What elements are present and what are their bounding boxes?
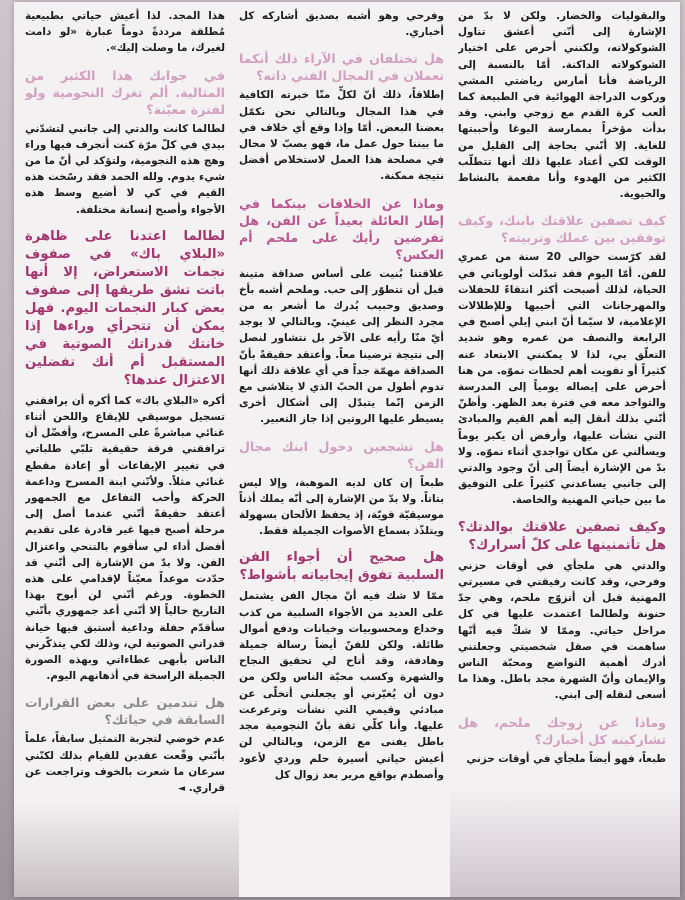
paragraph: هذا المجد. لذا أعيش حياتي بطبيعية مُطلقة مرددةً دوماً عبارة «لو دامت لغيرك، ما وصلت إليك». — [25, 10, 225, 55]
paragraph: طبعاً، فهو أيضاً ملجأي في أوقات حزني — [466, 752, 666, 765]
magazine-page — [14, 2, 680, 897]
paragraph: والبقوليات والخضار. ولكن لا بدّ من الإشارة إلى أنّني أعشق تناول الشوكولاته، ولكنني أحرص على اختيار الشوكولاته الداكنة. أمّا بالنسبة إلى الرياضة فأنا أمارس رياضتي المشي وركوب الدراجة الهوائية في الطبيعة كما ألعب كرة القدم مع زوجي وابني. وقد بدأت مؤخراً بممارسة اليوغا وأحببتها للغاية. إلا أنّني بحاجة إلى القليل من الوقت لكي أعتاد عليها ذلك أنها تتطلّب الكثير من الهدوء وأنا مفعمة بالنشاط والحيوية. — [458, 10, 666, 201]
paragraph: والدتي هي ملجأي في أوقات حزني وفرحي، وقد كانت رفيقتي في مسيرتي المهنية قبل أن أتزوّج ملحم، وهي جدّ حنونة ولطالما اعتمدت عليها في كل مراحل حياتي. وممّا لا شكّ فيه أنّها ساهمت في صقل شخصيتي وجعلتني أدرك أهمية التواضع ومحبّة الناس والإيمان وأنّ الشهرة مجد باطل. وهذا ما أسعى لنقله إلى ابني. — [458, 559, 666, 702]
paragraph: علاقتنا بُنيت على أساس صداقة متينة قبل أن تتطوّر إلى حب. وملحم أشبه بأخ وصديق وحبيب يُدرك ما أشعر به من مجرد النظر إلى عينيّ. وبالتالي لا يوجد أيّ منّا رأيه على الآخر بل نتشاور لنصل إلى نتيجة ترضينا معاً. وأعتقد حقيقةً بأنّ الصداقة مهمّة جداً في أي علاقة ذلك أنها تدوم أطول من الحبّ الذي لا يتلاشى مع الزمن إنّما يتبدّل إلى أشكال أخرى يسيطر عليها الروتين إذا جاز التعبير. — [239, 267, 444, 426]
question-heading: وكيف تصفين علاقتك بوالدتك؟ هل تأتمنينها على كلّ أسرارك؟ — [458, 519, 666, 553]
question-heading: لطالما اعتدنا على ظاهرة «البلاي باك» في صفوف نجمات الاستعراض، إلا أنها باتت تشق طريقها إلى صفوف بعض كبار النجمات اليوم. فهل يمكن أن تتجرأي وراءها إذا خانتك قدراتك الصوتية في المستقبل أم أنك تفضلين الاعتزال عندها؟ — [25, 228, 225, 388]
continue-arrow-icon: ◄ — [178, 784, 186, 795]
question-heading: هل صحيح أن أجواء الفن السلبية تفوق إيجابياته بأشواط؟ — [239, 550, 444, 584]
question-heading: كيف تصفين علاقتك بابنك، وكيف توفقين بين عملك وتربيته؟ — [458, 213, 666, 246]
question-heading: هل تندمين على بعض القرارات السابقة في حياتك؟ — [25, 695, 225, 728]
question-heading: في جوابك هذا الكثير من المثالية. ألم تغرك النجومية ولو لفترة معيّنة؟ — [25, 67, 225, 117]
paragraph: ممّا لا شك فيه أنّ مجال الفن يشتمل على العديد من الأجواء السلبية من كذب وخداع ومحسوبيات وخيانات ودفع أموال طائلة. ولكن للفنّ أيضاً رسالة جميلة وهادفة، وقد أتاح لي تحقيق النجاح والشهرة وكسب محبّة الناس ولكن من دون أن يُغيّرني أو يجعلني أتخلّى عن مبادئي وقيمي التي نشأت وترعرعت عليها. وأنا كلّي ثقة بأنّ النجومية مجد باطل يفنى مع الزمن، وبالتالي لن أعيش حياتي أسيرة حلم وردي لأعود وأصطدم بواقع مرير بعد زوال كل — [239, 590, 444, 781]
question-heading: هل تختلفان في الآراء ذلك أنكما تعملان في المجال الفني ذاته؟ — [239, 51, 444, 84]
column-left — [25, 8, 225, 891]
column-right — [458, 8, 666, 891]
question-heading: وماذا عن زوجك ملحم، هل تشاركينه كل أخبارك؟ — [458, 714, 666, 747]
paragraph: أكره «البلاي باك» كما أكره أن يرافقني تسجيل موسيقي للإيقاع واللحن أثناء غنائي مباشرةً على المسرح، وأفضّل أن ترافقني فرقة حقيقية تلبّي طلباتي في تغيير الإيقاعات أو إعادة مقطع غنائي مثلاً. ولأنّني ابنة المسرح وداعمة الحركة وأحب التفاعل مع الجمهور أعتقد حقيقةً أنّني عندما أصل إلى مرحلة أصبح فيها غير قادرة على تقديم أفضل أداء لي سأقوم بالتنحي واعتزال الفن. ولا بدّ من الإشارة إلى أنّني قد حدّدت موعداً معيّناً لإقدامي على هذه الخطوة. ورغم أنّني لن أبوح بهذا التاريخ حالياً إلا أنّني أعد جمهوري بأنّني سأقدّم حفلة وداعية أستبق فيها خيانة قدراتي الصوتية لي، وذلك لكي يتذكّرني الناس بأبهى عطاءاتي وبهذه الصورة الجميلة الراسخة في أذهانهم اليوم. — [25, 394, 225, 683]
column-middle — [239, 8, 444, 891]
answer-text: عدم خوضي لتجربة التمثيل سابقاً، علماً بأنّني وقّعت عقدين للقيام بذلك لكنّني سرعان ما شعرت بالخوف وتراجعت عن قراري. — [25, 733, 225, 795]
paragraph: لقد كرّست حوالى 20 سنة من عمري للفن. أمّا اليوم فقد تبدّلت أولوياتي في الحياة، لذلك أصبحت أكثر انتقاءً للحفلات والمهرجانات التي أحييها وللإطلالات الإعلامية، لا سيّما أنّ ابني إيلي أصبح في الرابعة والنصف من عمره وهو شديد التعلّق بي، لذا لا يمكنني الابتعاد عنه كثيراً أو تفويت أهم لحظات نموّه. من هنا أحرص على إيصاله يومياً إلى المدرسة والتواجد معه في فترة بعد الظهر. وأظنّ أنّني بذلك أنقل إليه أهم القيم والمبادئ التي نشأت عليها، وأرفض أن يكبر يوماً ويسألني عن مكان تواجدي أثناء نموّه. ولا بدّ من الإشارة أيضاً إلى أنّ وجود والدتي إلى جانبي يساعدني كثيراً على التوفيق ما بين حياتي المهنية والخاصة. — [458, 251, 666, 507]
paragraph: لطالما كانت والدتي إلى جانبي لتشدّني بيدي في كلّ مرّة كنت أنجرف فيها وراء وهج هذه النجومية، ولتؤكد لي أنّ ما من شيء يدوم. ولله الحمد فقد رسّخت هذه القيم في كي لا أضيع وسط هذه الأجواء وأصبح إنسانة مختلفة. — [25, 122, 225, 216]
paragraph: وفرحي وهو أشبه بصديق أشاركه كل أخباري. — [239, 10, 444, 39]
question-heading: وماذا عن الخلافات بينكما في إطار العائلة بعيداً عن الفن، هل تفرضين رأيك على ملحم أم العكس؟ — [239, 195, 444, 262]
question-heading: هل تشجعين دخول ابنك مجال الفن؟ — [239, 438, 444, 471]
paragraph: طبعاً إن كان لديه الموهبة، وإلا ليس بتاتاً. ولا بدّ من الإشارة إلى أنّه يملك أذناً موسيقيّة قويّة، إذ يحفظ الألحان بسهولة ويتلذّذ بسماع الأصوات الجميلة فقط. — [239, 476, 444, 538]
paragraph — [25, 731, 225, 797]
paragraph: إطلاقاً، ذلك أنّ لكلٍّ منّا خبرته الكافية في هذا المجال وبالتالي نحن نكمّل بعضنا البعض. أمّا وإذا وقع أي خلاف في ما بيننا حول عمل ما، فهو يصبّ لا محال في مصلحة هذا العمل لاستخلاص أفضل نتيجة ممكنة. — [239, 89, 444, 183]
